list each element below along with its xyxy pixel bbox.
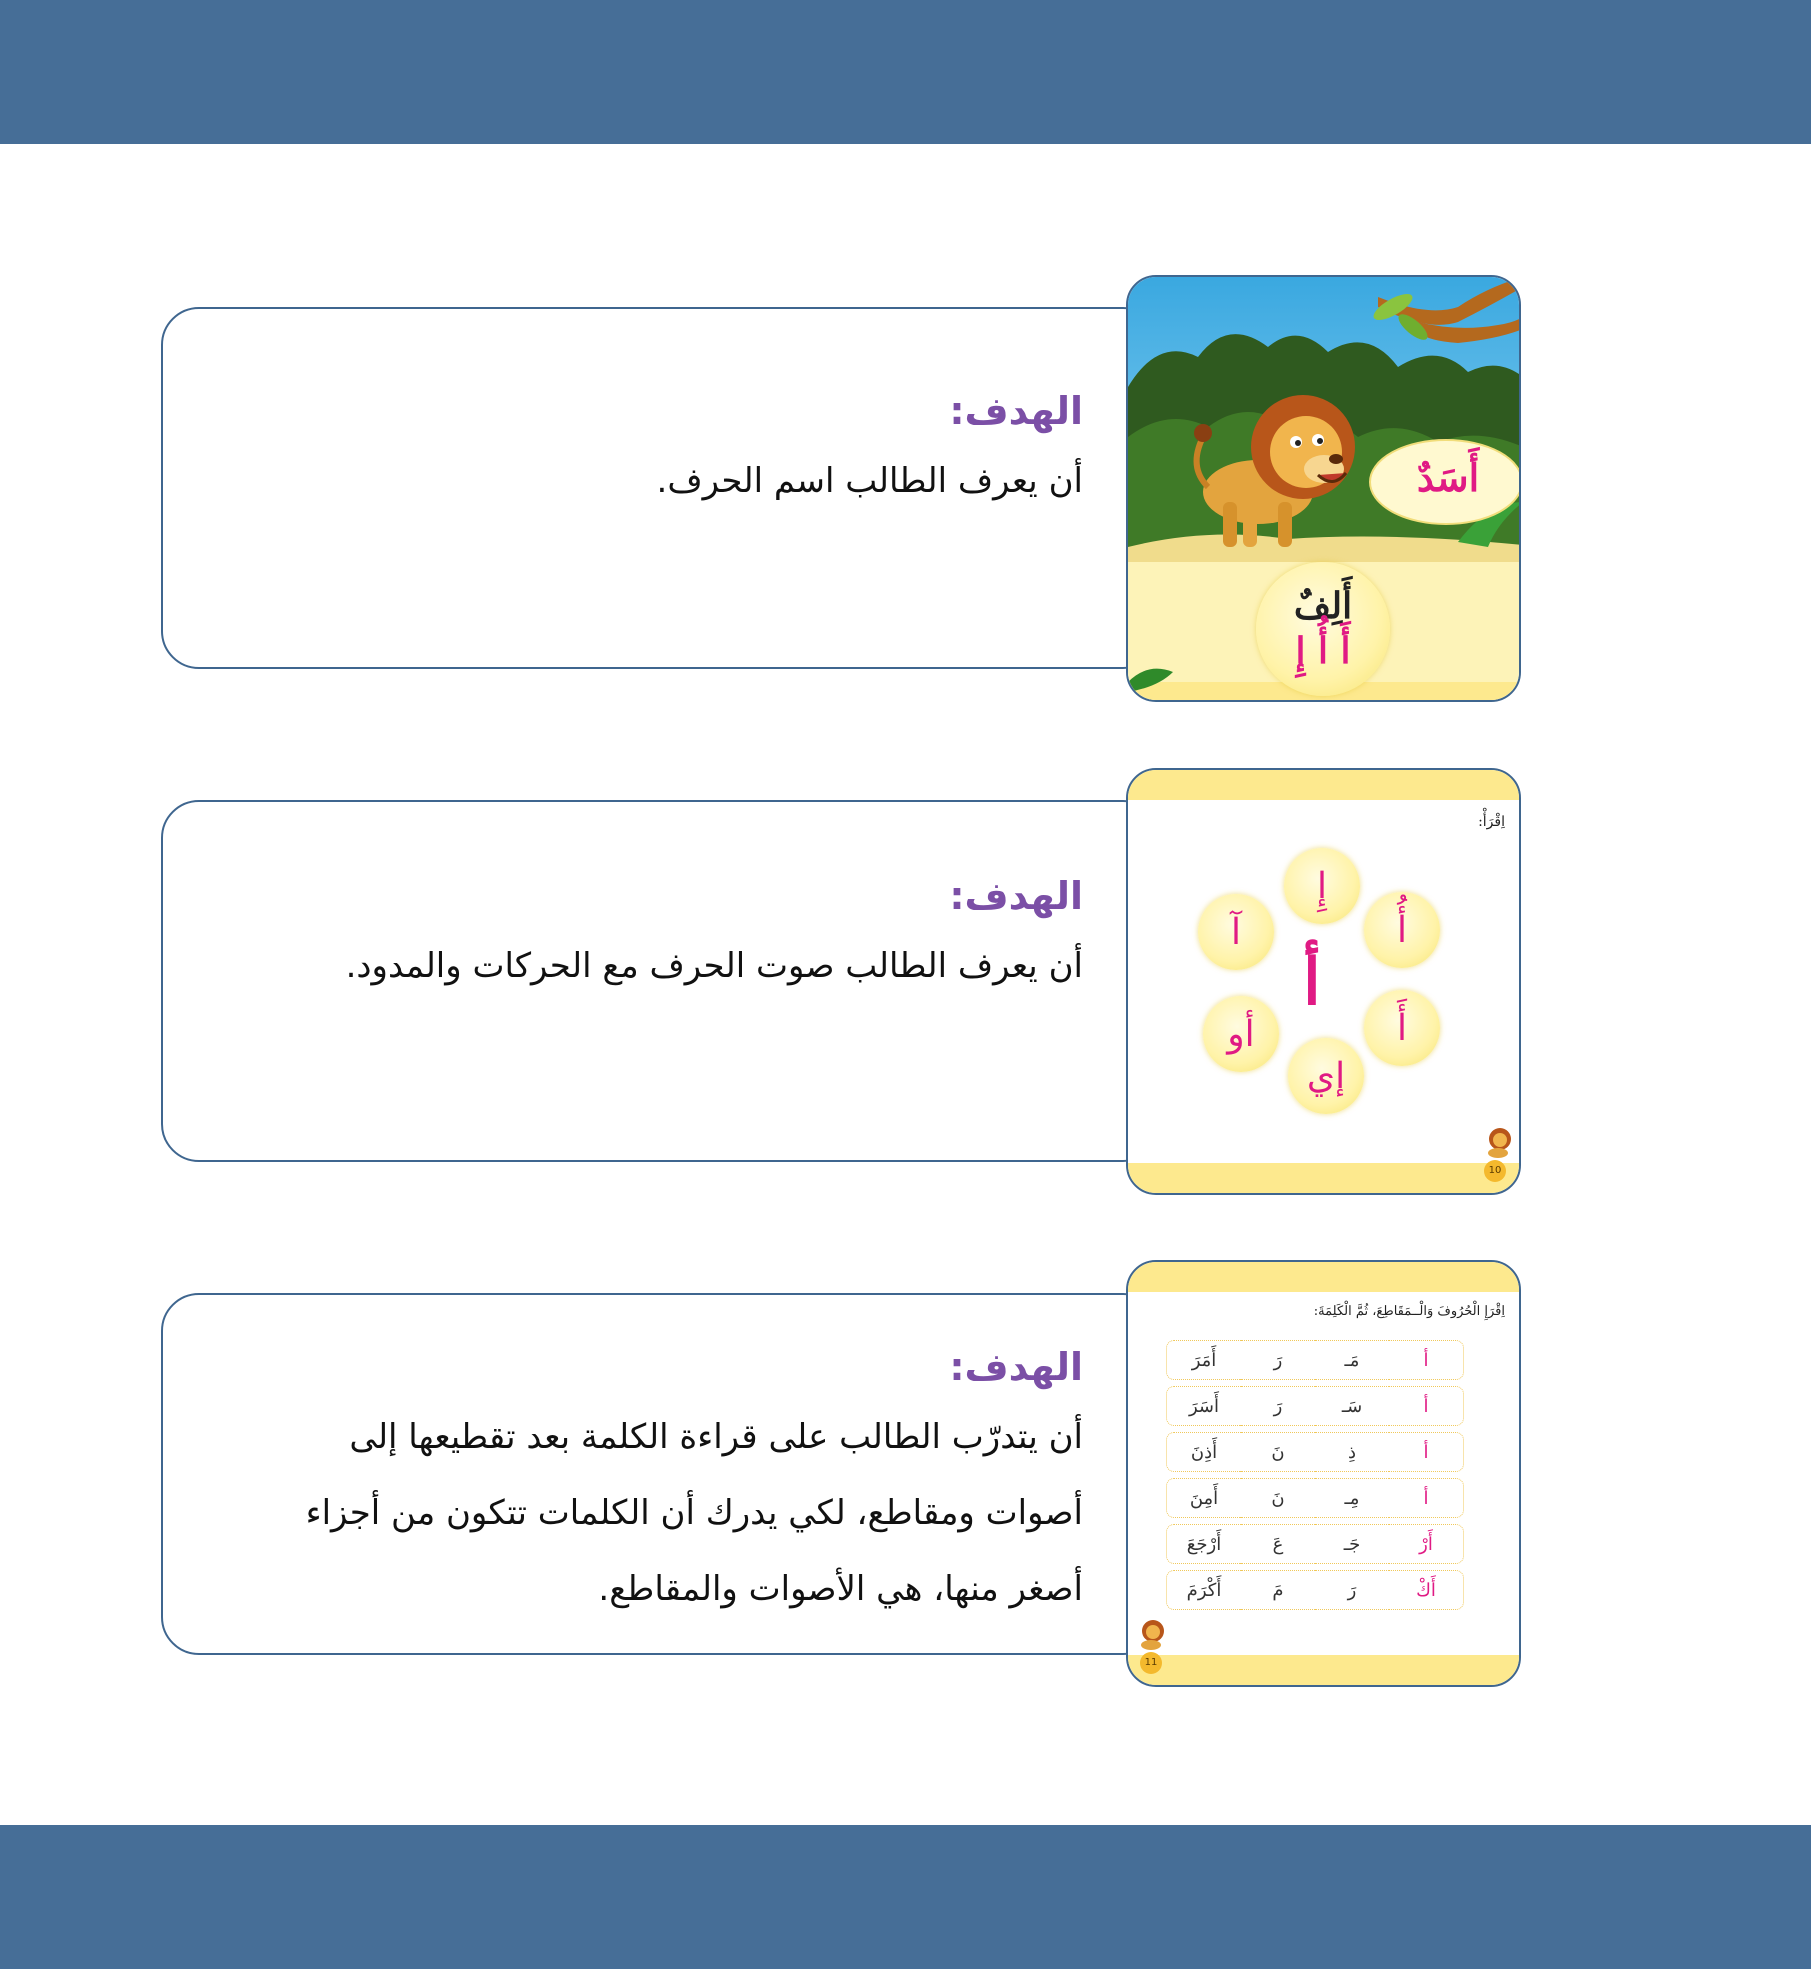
thumbnail-syllables-page (1126, 1260, 1521, 1687)
syllable-part: مِـ (1315, 1478, 1389, 1518)
goal-card-3 (161, 1293, 1161, 1655)
top-banner (0, 0, 1811, 144)
syllables-table (1166, 1334, 1464, 1616)
goal-card-2 (161, 800, 1161, 1162)
syllable-part: أ (1389, 1432, 1464, 1472)
letter-name: أَلِفٌ (1293, 585, 1353, 627)
syllable-row (1166, 1340, 1464, 1380)
syllable-word: أَمِنَ (1166, 1478, 1241, 1518)
goal-block-2 (243, 874, 1083, 1004)
syllable-word: أَمَرَ (1166, 1340, 1241, 1380)
goal-text-3: أن يتدرّب الطالب على قراءة الكلمة بعد تقطيعها إلى أصوات ومقاطع، لكي يدرك أن الكلمات تتكون من أجزاء أصغر منها، هي الأصوات والمقاطع. (305, 1416, 1083, 1609)
goal-title-3: الهدف: (949, 1345, 1083, 1389)
syllable-word: أَرْجَعَ (1166, 1524, 1241, 1564)
syllables-instruction: اِقْرَإِ الْحُرُوفَ وَالْــمَقَاطِعَ، ثُمَّ الْكَلِمَةَ: (1313, 1304, 1505, 1319)
bubble-kasra: إِ (1284, 848, 1360, 924)
bubble-fatha: أَ (1364, 990, 1440, 1066)
lion-mascot-icon (1136, 1617, 1170, 1651)
page-header-strip (1128, 1262, 1519, 1292)
syllable-part: أ (1389, 1386, 1464, 1426)
syllable-part: نَ (1241, 1432, 1315, 1472)
bubble-ee: إي (1288, 1038, 1364, 1114)
syllable-part: رَ (1241, 1340, 1315, 1380)
syllable-word: أَكْرَمَ (1166, 1570, 1241, 1610)
goal-text-1: أن يعرف الطالب اسم الحرف. (656, 460, 1083, 501)
syllable-part: رَ (1241, 1386, 1315, 1426)
page-number: 11 (1140, 1652, 1162, 1674)
lion-word: أَسَدٌ (1416, 455, 1480, 500)
thumbnail-vowels-page (1126, 768, 1521, 1195)
letter-forms: أَ أُ إِ (1295, 630, 1351, 672)
bubble-aa: آ (1198, 894, 1274, 970)
bubble-oo: أو (1203, 996, 1279, 1072)
syllable-part: ذِ (1315, 1432, 1389, 1472)
syllable-row (1166, 1524, 1464, 1564)
read-instruction: اِقْرَأْ: (1478, 814, 1505, 830)
goal-block-1 (243, 389, 1083, 519)
syllable-part: أ (1389, 1478, 1464, 1518)
syllable-row (1166, 1386, 1464, 1426)
syllable-row (1166, 1432, 1464, 1472)
syllable-part: نَ (1241, 1478, 1315, 1518)
syllable-part: أ (1389, 1340, 1464, 1380)
syllable-row (1166, 1570, 1464, 1610)
syllable-part: سَـ (1315, 1386, 1389, 1426)
page-number: 10 (1484, 1160, 1506, 1182)
syllable-part: مَ (1241, 1570, 1315, 1610)
bottom-banner (0, 1825, 1811, 1969)
center-letter: أ (1303, 945, 1321, 1020)
syllable-word: أَذِنَ (1166, 1432, 1241, 1472)
lion-mascot-icon (1483, 1125, 1517, 1159)
goal-card-1 (161, 307, 1161, 669)
syllable-word: أَسَرَ (1166, 1386, 1241, 1426)
thumbnail-lion-page (1126, 275, 1521, 702)
bubble-damma: أُ (1364, 892, 1440, 968)
page-footer-strip (1128, 1655, 1519, 1685)
syllable-part: مَـ (1315, 1340, 1389, 1380)
goal-block-3 (243, 1345, 1083, 1627)
goal-text-2: أن يعرف الطالب صوت الحرف مع الحركات والمدود. (345, 945, 1083, 986)
goal-title-2: الهدف: (949, 874, 1083, 918)
goal-title-1: الهدف: (949, 389, 1083, 433)
syllable-part: رَ (1315, 1570, 1389, 1610)
syllable-part: جَـ (1315, 1524, 1389, 1564)
letter-circle (1256, 562, 1390, 696)
syllable-part: عَ (1241, 1524, 1315, 1564)
syllable-part: أَرْ (1389, 1524, 1464, 1564)
page-header-strip (1128, 770, 1519, 800)
page-footer-strip (1128, 1163, 1519, 1193)
syllable-row (1166, 1478, 1464, 1518)
syllable-part: أَكْ (1389, 1570, 1464, 1610)
